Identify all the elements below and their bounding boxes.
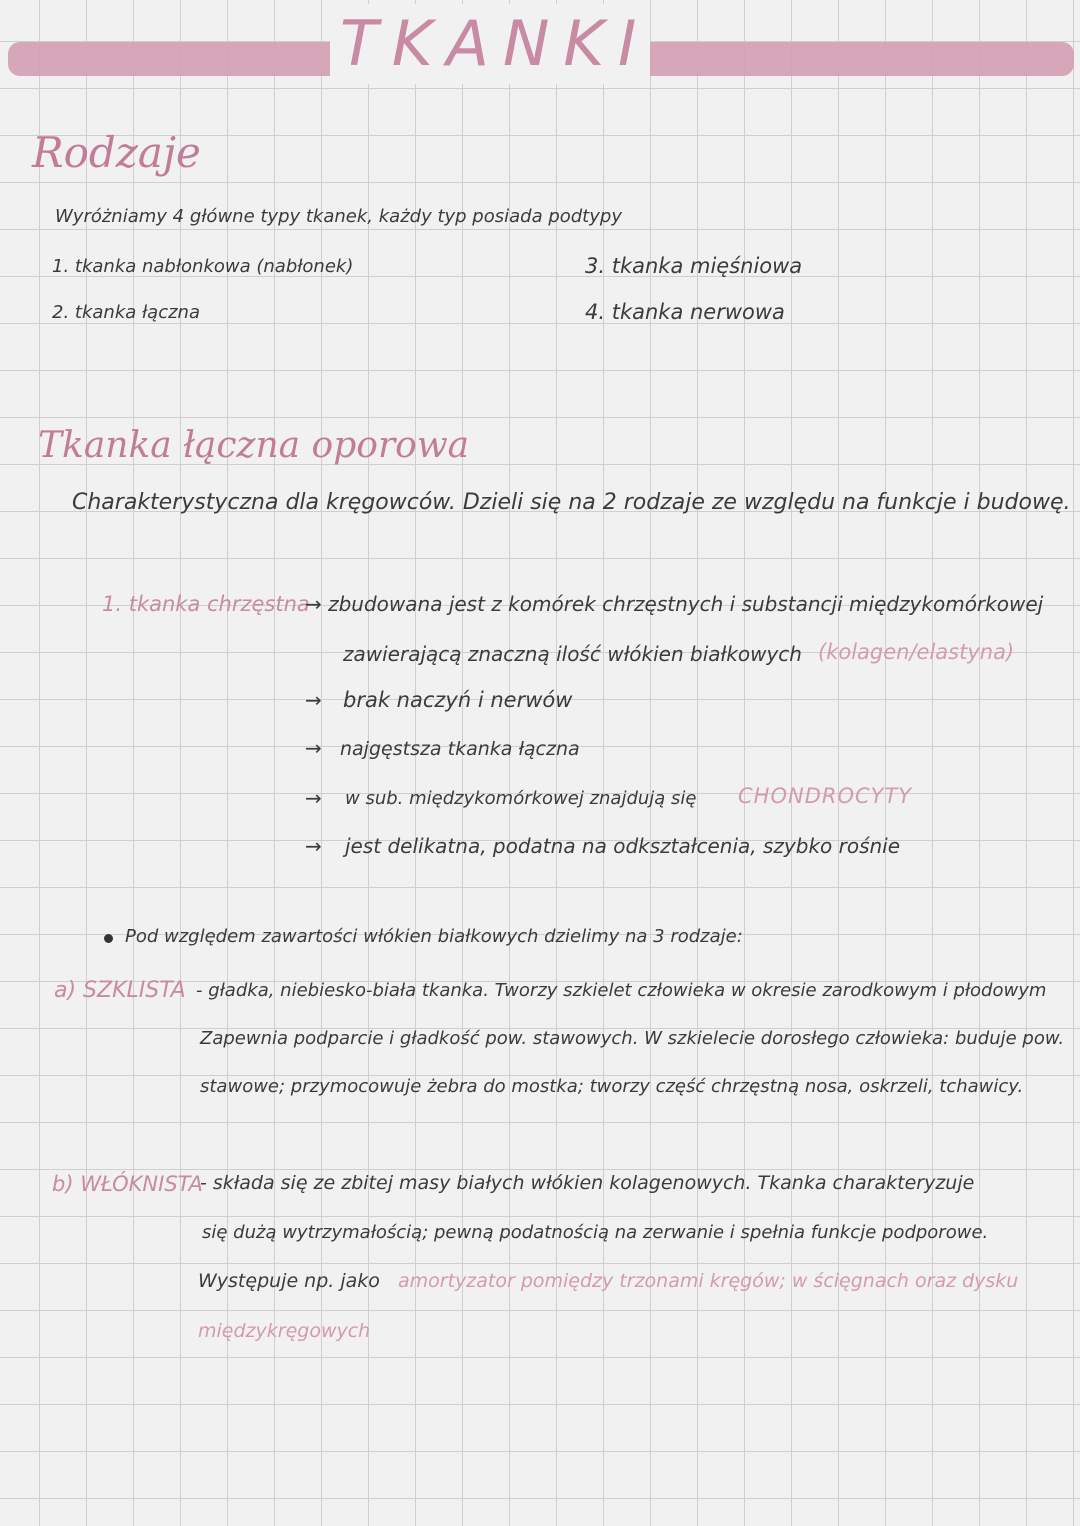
type-b-line-1: - składa się ze zbitej masy białych włókien kolagenowych. Tkanka charakteryzuje xyxy=(200,1172,975,1194)
point-2: najgęstsza tkanka łączna xyxy=(340,738,580,760)
type-a-line-3: stawowe; przymocowuje żebra do mostka; tworzy część chrzęstną nosa, oskrzeli, tchawicy. xyxy=(200,1076,1024,1097)
page-title: TKANKI xyxy=(330,4,650,84)
type-a-label: a) SZKLISTA xyxy=(54,978,186,1003)
type-b-pink-1: amortyzator pomiędzy trzonami kręgów; w ścięgnach oraz dysku xyxy=(398,1270,1019,1292)
point-4: jest delikatna, podatna na odkształcenia, szybko rośnie xyxy=(345,834,901,858)
chondrocyty-term: CHONDROCYTY xyxy=(738,784,913,808)
type-item-4: 4. tkanka nerwowa xyxy=(585,300,785,324)
type-item-1: 1. tkanka nabłonkowa (nabłonek) xyxy=(52,256,354,277)
intro-text: Wyróżniamy 4 główne typy tkanek, każdy typ posiada podtypy xyxy=(55,206,622,227)
item1-note: (kolagen/elastyna) xyxy=(818,640,1015,664)
point-1: brak naczyń i nerwów xyxy=(343,688,573,712)
type-a-line-1: - gładka, niebiesko-biała tkanka. Tworzy szkielet człowieka w okresie zarodkowym i płodowym xyxy=(196,980,1047,1001)
type-a-line-2: Zapewnia podparcie i gładkość pow. stawowych. W szkielecie dorosłego człowieka: buduje pow. xyxy=(200,1028,1065,1049)
section-heading-tkanka-laczna: Tkanka łączna oporowa xyxy=(38,425,470,466)
item1-text: → zbudowana jest z komórek chrzęstnych i substancji międzykomórkowej xyxy=(305,592,1044,616)
arrow-4: → xyxy=(305,834,322,858)
type-b-pink-2: międzykręgowych xyxy=(198,1320,371,1342)
section-heading-rodzaje: Rodzaje xyxy=(32,128,201,177)
section2-intro: Charakterystyczna dla kręgowców. Dzieli się na 2 rodzaje ze względu na funkcje i budowę. xyxy=(72,490,1071,515)
type-b-line-2: się dużą wytrzymałością; pewną podatnością na zerwanie i spełnia funkcje podporowe. xyxy=(202,1222,989,1243)
bullet-text: Pod względem zawartości włókien białkowych dzielimy na 3 rodzaje: xyxy=(125,926,743,947)
type-b-line-3: Występuje np. jako xyxy=(198,1270,380,1292)
item1-text2: zawierającą znaczną ilość włókien białkowych xyxy=(343,642,802,666)
bullet-dot xyxy=(104,934,113,943)
type-item-2: 2. tkanka łączna xyxy=(52,302,200,323)
type-b-label: b) WŁÓKNISTA xyxy=(52,1172,203,1196)
item1-label: 1. tkanka chrzęstna xyxy=(102,592,310,616)
arrow-1: → xyxy=(305,688,322,712)
arrow-3: → xyxy=(305,786,322,810)
point-3: w sub. międzykomórkowej znajdują się xyxy=(345,788,697,809)
arrow-2: → xyxy=(305,736,322,760)
type-item-3: 3. tkanka mięśniowa xyxy=(585,254,803,278)
